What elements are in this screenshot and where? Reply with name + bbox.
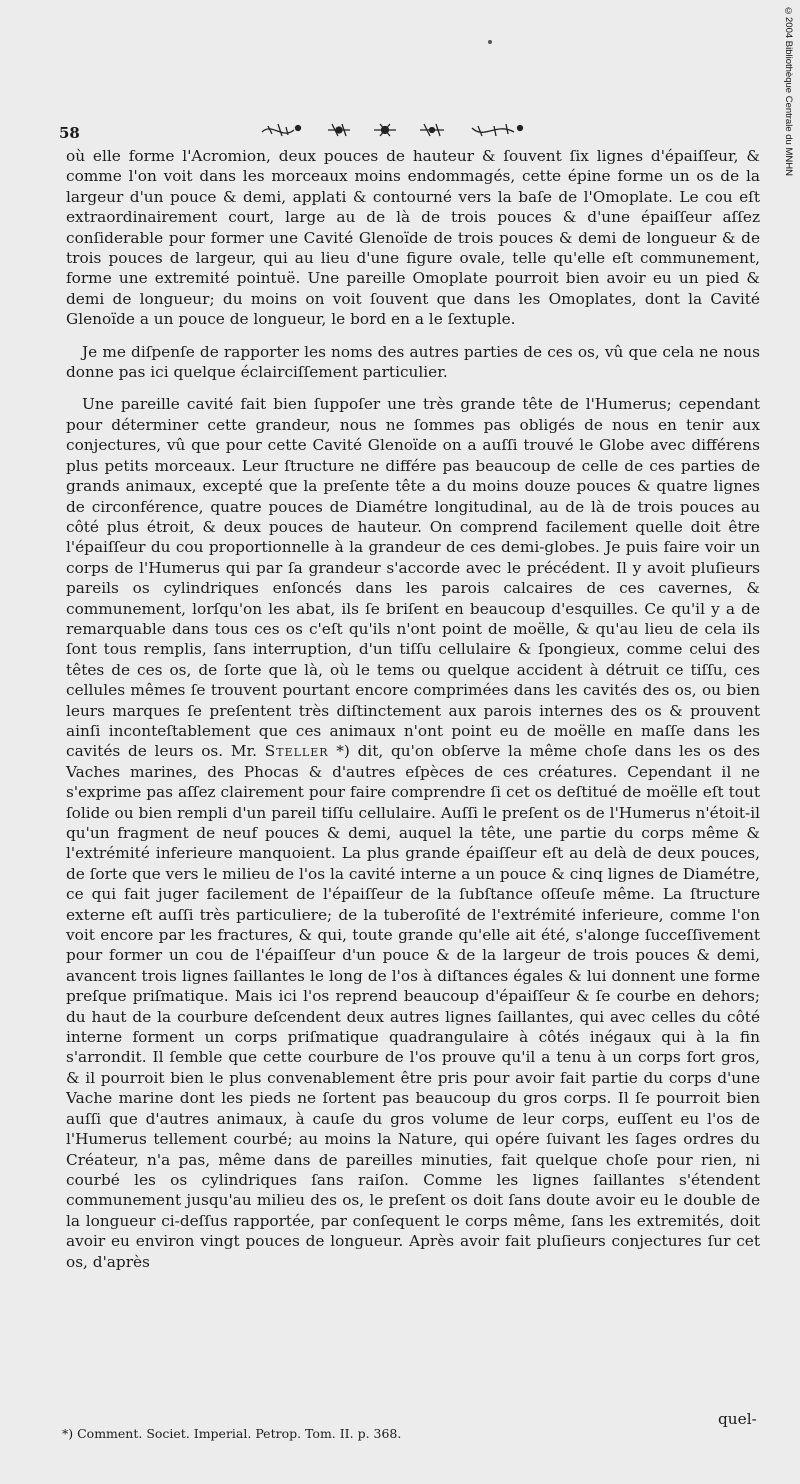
paragraph-text: Une pareille cavité fait bien ſuppoſer une très grande tête de l'Humerus; cependant pour déterminer cette grandeur, nous ne ſommes pas obligés de nous en tenir aux conjectures, vû que pour cette Cavité Glenoïde on a auſſi trouvé le Globe avec différens plus petits morceaux. Leur ſtructure ne différe pas beaucoup de celle de ces parties de grands animaux, excepté que la preſente tête a du moins douze pouces & quatre lignes de circonférence, quatre pouces de Diamétre longitudinal, au de là de trois pouces au côté plus étroit, & deux pouces de hauteur. On comprend facilement quelle doit être l'épaiſſeur du cou proportionnelle à la grandeur de ces demi-globes. Je puis faire voir un corps de l'Humerus qui par ſa grandeur s'accorde avec le précédent. Il y avoit pluſieurs pareils os cylindriques enſoncés dans les parois calcaires de ces cavernes, & communement, lorſqu'on les abat, ils ſe briſent en beaucoup d'esquilles. Ce qu'il y a de remarquable dans tous ces os c'eſt qu'ils n'ont point de moëlle, & qu'au lieu de cela ils ſont tous remplis, ſans interruption, d'un tiſſu cellulaire & ſpongieux, comme celui des têtes de ces os, de ſorte que là, où le tems ou quelque accident à détruit ce tiſſu, ces cellules mêmes ſe trouvent pourtant encore comprimées dans les cavités des os, ou bien leurs marques ſe preſentent très diſtinctement aux parois internes des os & prouvent ainſi inconteſtablement que ces animaux n'ont point eu de moëlle en maſſe dans les cavités de leurs os. Mr.: [66, 395, 760, 761]
library-credit: ©2004 Bibliothèque Centrale du MNHN: [783, 6, 794, 176]
paragraph-text: *) dit, qu'on obſerve la même choſe dans les os des Vaches marines, des Phocas & d'autres eſpèces de ces créatures. Cependant il ne s'exprime pas aſſez clairement pour faire comprendre ſi cet os deſtitué de moëlle eſt tout ſolide ou bien rempli d'un pareil tiſſu cellulaire. Auſſi le preſent os de l'Humerus n'étoit-il qu'un fragment de neuf pouces & demi, auquel la tête, une partie du corps même & l'extrémité inferieure manquoient. La plus grande épaiſſeur eſt au delà de deux pouces, de ſorte que vers le milieu de l'os la cavité interne a un pouce & cinq lignes de Diamétre, ce qui fait juger facilement de l'épaiſſeur de la ſubſtance oſſeuſe même. La ſtructure externe eſt auſſi très particuliere; de la tuberoſité de l'extrémité inferieure, comme l'on voit encore par les fractures, & qui, toute grande qu'elle ait été, s'alonge ſucceſſivement pour former un cou de l'épaiſſeur d'un pouce & de la largeur de trois pouces & demi, avancent trois lignes ſaillantes le long de l'os à diſtances égales & lui donnent une forme preſque priſmatique. Mais ici l'os reprend beaucoup d'épaiſſeur & ſe courbe en dehors; du haut de la courbure deſcendent deux autres lignes ſaillantes, qui avec celles du côté interne forment un corps priſmatique quadrangulaire à côtés inégaux qui à la fin s'arrondit. Il ſemble que cette courbure de l'os prouve qu'il a tenu à un corps fort gros, & il pourroit bien le plus convenablement être pris pour avoir fait partie du corps d'une Vache marine dont les pieds ne ſortent pas beaucoup du gros corps. Il ſe pourroit bien auſſi que d'autres animaux, à cauſe du gros volume de leur corps, euſſent eu l'os de l'Humerus tellement courbé; au moins la Nature, qui opére ſuivant les ſages ordres du Créateur, n'a pas, même dans de pareilles minuties, fait quelque choſe pour rien, ni courbé les os cylindriques ſans raiſon. Comme les lignes ſaillantes s'étendent communement jusqu'au milieu des os, le preſent os doit ſans doute avoir eu le double de la longueur ci-deſſus rapportée, par conſequent le corps même, ſans les extremités, doit avoir eu environ vingt pouces de longueur. Après avoir fait pluſieurs conjectures ſur cet os, d'après: [66, 742, 760, 1271]
author-name: Steller: [264, 742, 329, 761]
paragraph: où elle forme l'Acromion, deux pouces de hauteur & ſouvent ſix lignes d'épaiſſeur, & comme l'on voit dans les morceaux moins endommagés, cette épine forme un os de la largeur d'un pouce & demi, applati & contourné vers la baſe de l'Omoplate. Le cou eſt extraordinairement court, large au de là de trois pouces & d'une épaiſſeur aſſez conſiderable pour former une Cavité Glenoïde de trois pouces & demi de longueur & de trois pouces de largeur, qui au lieu d'une figure ovale, telle qu'elle eſt communement, forme une extremité pointuë. Une pareille Omoplate pourroit bien avoir eu un pied & demi de longueur; du moins on voit ſouvent que dans les Omoplates, dont la Cavité Glenoïde a un pouce de longueur, le bord en a le ſextuple.: [66, 147, 760, 329]
paragraph: [66, 394, 760, 1271]
body-text: [66, 146, 760, 1284]
catchword: quel-: [718, 1410, 757, 1428]
paragraph: Je me diſpenſe de rapporter les noms des autres parties de ces os, vû que cela ne nous donne pas ici quelque éclairciſſement particulier.: [66, 342, 760, 382]
ink-speck: [488, 40, 492, 44]
footnote: *) Comment. Societ. Imperial. Petrop. Tom. II. p. 368.: [62, 1426, 402, 1441]
ornament-icon: [258, 118, 538, 142]
page-number: 58: [59, 124, 80, 142]
